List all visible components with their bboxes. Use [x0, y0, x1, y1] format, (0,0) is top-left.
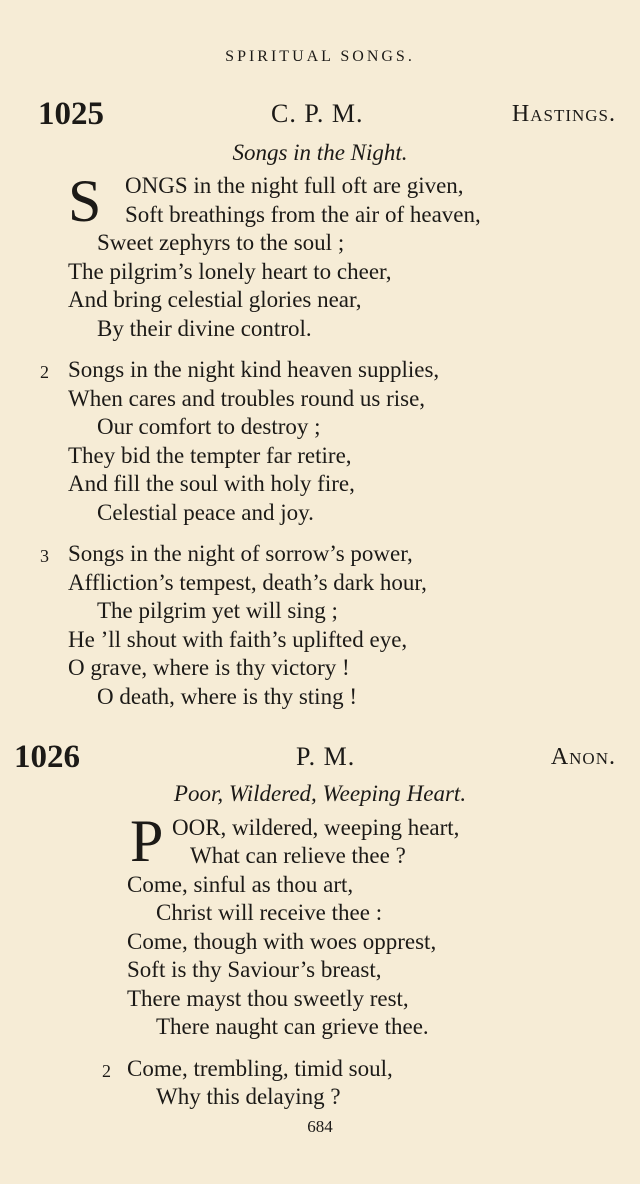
verse-line: Sweet zephyrs to the soul ;: [97, 230, 345, 255]
verse-line: Celestial peace and joy.: [97, 500, 314, 525]
hymn-number: 1026: [14, 739, 80, 775]
verse-line: The pilgrim yet will sing ;: [97, 598, 338, 623]
hymn-tune: Anon.: [550, 744, 616, 770]
hymn-1025-header: [0, 96, 640, 136]
drop-cap: P: [130, 808, 164, 874]
hymn-1026-header: [0, 739, 640, 779]
verse-line: Songs in the night kind heaven supplies,: [68, 357, 440, 382]
verse-line: And fill the soul with holy fire,: [68, 471, 355, 496]
verse-line: There naught can grieve thee.: [156, 1014, 429, 1039]
page-number: 684: [307, 1117, 333, 1136]
verse-line: Come, sinful as thou art,: [127, 872, 354, 897]
verse-line: O death, where is thy sting !: [97, 684, 357, 709]
stanza-number: 3: [40, 546, 49, 566]
hymn-title: Songs in the Night.: [232, 140, 408, 165]
verse-line: And bring celestial glories near,: [68, 287, 362, 312]
verse-line: Come, though with woes opprest,: [127, 929, 437, 954]
running-head: SPIRITUAL SONGS.: [225, 48, 415, 65]
hymn-number: 1025: [38, 96, 104, 132]
verse-line: The pilgrim’s lonely heart to cheer,: [68, 259, 392, 284]
verse-line: Come, trembling, timid soul,: [127, 1056, 393, 1081]
stanza-number: 2: [40, 362, 49, 382]
verse-line: When cares and troubles round us rise,: [68, 386, 426, 411]
verse-line: By their divine control.: [97, 316, 312, 341]
verse-line: Why this delaying ?: [156, 1084, 341, 1109]
verse-line: OOR, wildered, weeping heart,: [172, 815, 460, 840]
hymn-tune: Hastings.: [511, 101, 616, 127]
verse-line: They bid the tempter far retire,: [68, 443, 352, 468]
verse-line: Songs in the night of sorrow’s power,: [68, 541, 413, 566]
verse-line: Our comfort to destroy ;: [97, 414, 321, 439]
hymn-meter: P. M.: [296, 742, 356, 771]
verse-line: O grave, where is thy victory !: [68, 655, 350, 680]
hymn-title: Poor, Wildered, Weeping Heart.: [173, 781, 467, 806]
drop-cap: S: [68, 168, 102, 234]
verse-line: Affliction’s tempest, death’s dark hour,: [68, 570, 427, 595]
verse-line: ONGS in the night full oft are given,: [125, 173, 464, 198]
verse-line: Christ will receive thee :: [156, 900, 383, 925]
stanza-number: 2: [102, 1061, 111, 1081]
verse-line: He ’ll shout with faith’s uplifted eye,: [68, 627, 408, 652]
verse-line: There mayst thou sweetly rest,: [127, 986, 409, 1011]
hymn-meter: C. P. M.: [271, 99, 364, 128]
verse-line: What can relieve thee ?: [190, 843, 406, 868]
verse-line: Soft breathings from the air of heaven,: [125, 202, 481, 227]
verse-line: Soft is thy Saviour’s breast,: [127, 957, 382, 982]
